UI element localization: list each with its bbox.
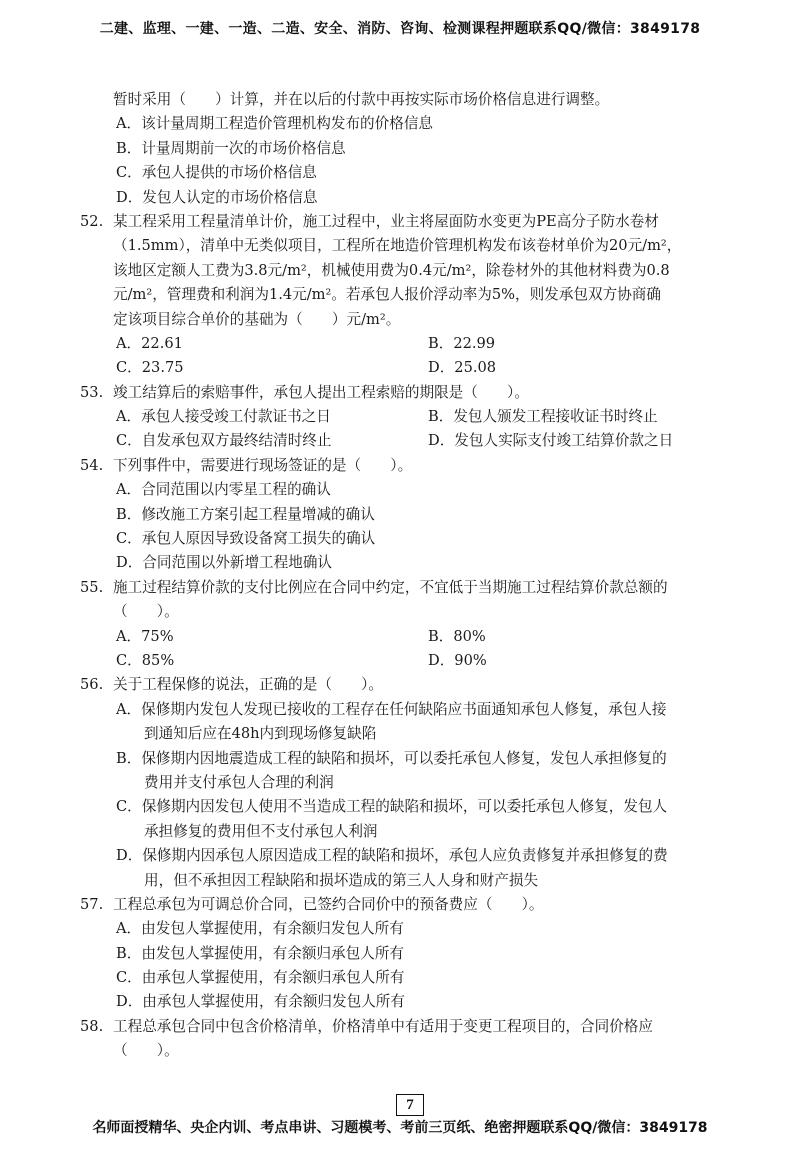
- option-a: A．保修期内发包人发现已接收的工程存在任何缺陷应书面通知承包人修复，承包人接: [116, 700, 667, 718]
- question-55: [80, 576, 740, 600]
- option-b: B．80%: [428, 627, 486, 645]
- option-b: B．保修期内因地震造成工程的缺陷和损坏，可以委托承包人修复，发包人承担修复的: [116, 749, 667, 767]
- option-d: D．由承包人掌握使用，有余额归发包人所有: [116, 993, 405, 1011]
- option-c: C．自发承包双方最终结清时终止: [116, 432, 332, 450]
- question-text: 施工过程结算价款的支付比例应在合同中约定，不宜低于当期施工过程结算价款总额的: [113, 578, 668, 596]
- option-d: D．保修期内因承包人原因造成工程的缺陷和损坏，承包人应负责修复并承担修复的费: [116, 847, 668, 865]
- page-number: 7: [396, 1094, 424, 1116]
- question-58: [80, 1015, 740, 1039]
- option-a: A．75%: [116, 627, 174, 645]
- question-number: 55.: [80, 578, 104, 596]
- option-a: A．承包人接受竣工付款证书之日: [116, 408, 331, 426]
- option-b: B．修改施工方案引起工程量增减的确认: [116, 505, 375, 523]
- question-number: 54.: [80, 456, 104, 474]
- question-number: 56.: [80, 676, 104, 694]
- question-52: [80, 210, 740, 234]
- question-53: [80, 381, 740, 405]
- option-c: C．由承包人掌握使用，有余额归承包人所有: [116, 969, 405, 987]
- question-number: 58.: [80, 1017, 104, 1035]
- question-text: 工程总承包合同中包含价格清单，价格清单中有适用于变更工程项目的，合同价格应: [113, 1017, 653, 1035]
- page-footer: 名师面授精华、央企内训、考点串讲、习题模考、考前三页纸、绝密押题联系QQ/微信：3849178: [92, 1120, 708, 1136]
- question-text-line: 元/m²，管理费和利润为1.4元/m²。若承包人报价浮动率为5%，则发承包双方协商确: [113, 286, 661, 304]
- question-text: 工程总承包为可调总价合同，已签约合同价中的预备费应（ ）。: [113, 895, 544, 913]
- option-a: A．22.61: [116, 334, 183, 352]
- question-text: 关于工程保修的说法，正确的是（ ）。: [113, 676, 383, 694]
- question-number: 52.: [80, 212, 104, 230]
- option-c: C．保修期内因发包人使用不当造成工程的缺陷和损坏，可以委托承包人修复，发包人: [116, 798, 668, 816]
- option-c-continued: 承担修复的费用但不支付承包人利润: [144, 822, 378, 840]
- question-text: 某工程采用工程量清单计价，施工过程中，业主将屋面防水变更为PE高分子防水卷材: [113, 212, 659, 230]
- option-c: C．承包人原因导致设备窝工损失的确认: [116, 530, 376, 548]
- question-56: [80, 673, 740, 697]
- question-text-line: （ ）。: [113, 1042, 179, 1060]
- option-a-continued: 到通知后应在48h内到现场修复缺陷: [144, 725, 377, 743]
- question-text: 下列事件中，需要进行现场签证的是（ ）。: [113, 456, 413, 474]
- option-d-continued: 用，但不承担因工程缺陷和损坏造成的第三人人身和财产损失: [144, 871, 539, 889]
- question-text-line: 该地区定额人工费为3.8元/m²，机械使用费为0.4元/m²，除卷材外的其他材料费为0.8: [113, 261, 670, 279]
- intro-line: 暂时采用（ ）计算，并在以后的付款中再按实际市场价格信息进行调整。: [113, 91, 610, 108]
- option-a: A．合同范围以内零星工程的确认: [116, 481, 331, 499]
- question-text: 竣工结算后的索赔事件，承包人提出工程索赔的期限是（ ）。: [113, 383, 529, 401]
- option-b-continued: 费用并支付承包人合理的利润: [144, 773, 334, 791]
- question-text-line: （1.5mm），清单中无类似项目，工程所在地造价管理机构发布该卷材单价为20元/m²，: [113, 237, 682, 255]
- option-d: D．25.08: [428, 359, 497, 377]
- question-text-line: 定该项目综合单价的基础为（ ）元/m²。: [113, 310, 401, 328]
- option-c: C．85%: [116, 651, 175, 669]
- intro-option-a: A．该计量周期工程造价管理机构发布的价格信息: [116, 115, 434, 133]
- option-c: C．23.75: [116, 359, 184, 377]
- option-d: D．合同范围以外新增工程地确认: [116, 554, 333, 572]
- question-number: 53.: [80, 383, 104, 401]
- question-57: [80, 893, 740, 917]
- option-d: D．90%: [428, 651, 487, 669]
- question-text-line: （ ）。: [113, 603, 179, 621]
- intro-option-b: B．计量周期前一次的市场价格信息: [116, 139, 346, 157]
- intro-option-c: C．承包人提供的市场价格信息: [116, 164, 317, 182]
- option-a: A．由发包人掌握使用，有余额归发包人所有: [116, 920, 404, 938]
- option-d: D．发包人实际支付竣工结算价款之日: [428, 432, 674, 450]
- option-b: B．发包人颁发工程接收证书时终止: [428, 408, 658, 426]
- option-b: B．由发包人掌握使用，有余额归承包人所有: [116, 944, 405, 962]
- page-header: 二建、监理、一建、一造、二造、安全、消防、咨询、检测课程押题联系QQ/微信：3849178: [99, 21, 701, 37]
- intro-option-d: D．发包人认定的市场价格信息: [116, 188, 318, 206]
- option-b: B．22.99: [428, 334, 496, 352]
- question-content: [80, 88, 740, 1064]
- question-number: 57.: [80, 895, 104, 913]
- question-54: [80, 454, 740, 478]
